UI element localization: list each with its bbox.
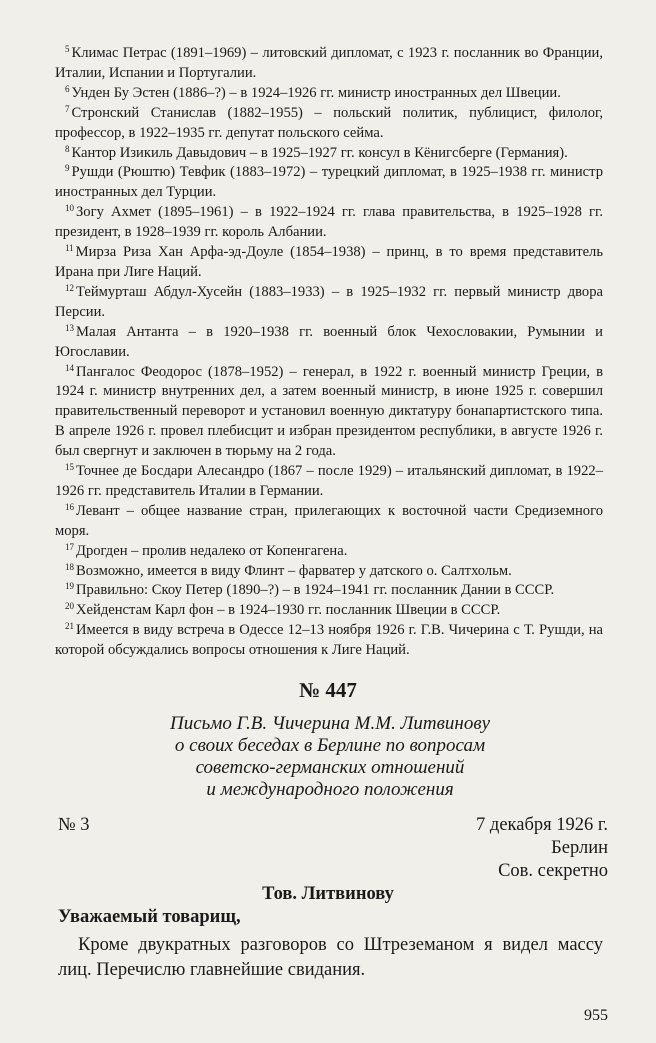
footnote-text: Стронский Станислав (1882–1955) – польский политик, публицист, филолог, профессор, в 1922–1935 гг. депутат польского сейма. <box>55 104 603 141</box>
footnote <box>55 601 603 621</box>
letter-place: Берлин <box>551 838 608 858</box>
footnote <box>55 502 603 542</box>
footnote-number: 7 <box>65 103 70 114</box>
footnote-number: 16 <box>65 501 74 512</box>
footnotes <box>55 44 603 741</box>
footnote <box>55 283 603 323</box>
footnote-number: 14 <box>65 362 74 373</box>
footnote <box>55 144 603 164</box>
footnote <box>55 84 603 104</box>
footnote-text: Климас Петрас (1891–1969) – литовский дипломат, с 1923 г. посланник во Франции, Италии, Испании и Португалии. <box>55 45 603 81</box>
footnote-number: 19 <box>65 581 74 592</box>
greeting: Уважаемый товарищ, <box>58 907 241 927</box>
footnote-text: Унден Бу Эстен (1886–?) – в 1924–1926 гг. министр иностранных дел Швеции. <box>71 84 561 101</box>
footnote <box>55 44 603 84</box>
letter-date: 7 декабря 1926 г. <box>476 815 608 835</box>
letter-number: № 3 <box>58 815 90 835</box>
footnote <box>55 163 603 203</box>
footnote <box>55 542 603 562</box>
footnote-text: Дрогден – пролив недалеко от Копенгагена. <box>76 542 348 559</box>
document-title <box>120 713 540 801</box>
footnote-number: 9 <box>65 163 70 174</box>
footnote-number: 18 <box>65 561 74 572</box>
footnote <box>55 203 603 243</box>
footnote-text: Левант – общее название стран, прилегающих к восточной части Средиземного моря. <box>55 502 603 539</box>
title-line: советско-германских отношений <box>195 757 465 778</box>
footnote <box>55 104 603 144</box>
footnote-number: 6 <box>65 83 70 94</box>
footnote-text: Имеется в виду встреча в Одессе 12–13 ноября 1926 г. Г.В. Чичерина с Т. Рушди, на которой обсуждались вопросы отношения к Лиге Наций. <box>55 622 603 659</box>
title-line: и международного положения <box>206 779 454 800</box>
footnote-number: 17 <box>65 541 74 552</box>
title-line: Письмо Г.В. Чичерина М.М. Литвинову <box>169 713 491 734</box>
footnote-number: 11 <box>65 243 74 254</box>
footnote-number: 10 <box>65 203 74 214</box>
footnote <box>55 462 603 502</box>
page-number: 955 <box>584 1007 608 1024</box>
footnote <box>55 581 603 601</box>
footnote <box>55 323 603 363</box>
footnote-number: 15 <box>65 462 74 473</box>
footnote-text: Зогу Ахмет (1895–1961) – в 1922–1924 гг. глава правительства, в 1925–1928 гг. президент, в 1928–1939 гг. король Албании. <box>55 204 603 241</box>
footnote <box>55 621 603 661</box>
footnote <box>55 243 603 283</box>
title-line: о своих беседах в Берлине по вопросам <box>174 735 486 756</box>
document-number: № 447 <box>299 678 357 702</box>
addressee: Тов. Литвинову <box>262 884 394 904</box>
footnote-number: 13 <box>65 322 74 333</box>
footnote-text: Малая Антанта – в 1920–1938 гг. военный блок Чехословакии, Румынии и Югославии. <box>55 323 603 360</box>
classification: Сов. секретно <box>498 861 608 881</box>
footnote-text: Теймурташ Абдул-Хусейн (1883–1933) – в 1925–1932 гг. первый министр двора Персии. <box>55 283 603 320</box>
footnote-text: Кантор Изикиль Давыдович – в 1925–1927 гг. консул в Кёнигсберге (Германия). <box>71 144 568 161</box>
footnote-text: Мирза Риза Хан Арфа-эд-Доуле (1854–1938) – принц, в то время представитель Ирана при Лиге Наций. <box>55 244 603 280</box>
footnote-number: 21 <box>65 621 74 632</box>
footnote-number: 20 <box>65 601 74 612</box>
footnote-number: 12 <box>65 282 74 293</box>
footnote-number: 5 <box>65 44 70 54</box>
letter-body: Кроме двукратных разговоров со Штреземаном я видел массу лиц. Перечислю главнейшие свидания. <box>58 935 603 980</box>
footnote-text: Хейденстам Карл фон – в 1924–1930 гг. посланник Швеции в СССР. <box>76 602 501 619</box>
footnote-text: Рушди (Рюштю) Тевфик (1883–1972) – турецкий дипломат, в 1925–1938 гг. министр иностранных дел Турции. <box>55 164 603 201</box>
footnote-text: Правильно: Скоу Петер (1890–?) – в 1924–1941 гг. посланник Дании в СССР. <box>76 582 555 599</box>
footnote <box>55 562 603 582</box>
footnote <box>55 363 603 463</box>
footnote-text: Возможно, имеется в виду Флинт – фарватер у датского о. Салтхольм. <box>76 562 512 579</box>
footnote-text: Точнее де Босдари Алесандро (1867 – после 1929) – итальянский дипломат, в 1922–1926 гг. представитель Италии в Германии. <box>55 463 603 499</box>
footnote-text: Пангалос Феодорос (1878–1952) – генерал, в 1922 г. военный министр Греции, в 1924 г. министр внутренних дел, а затем военный министр, в июне 1925 г. совершил правительственный переворот и установил военную диктатуру бонапартистского типа. В апреле 1926 г. провел плебисцит и избран президентом республики, в августе 1926 г. был свергнут и заключен в тюрьму на 2 года. <box>55 363 603 460</box>
footnote-number: 8 <box>65 143 70 154</box>
